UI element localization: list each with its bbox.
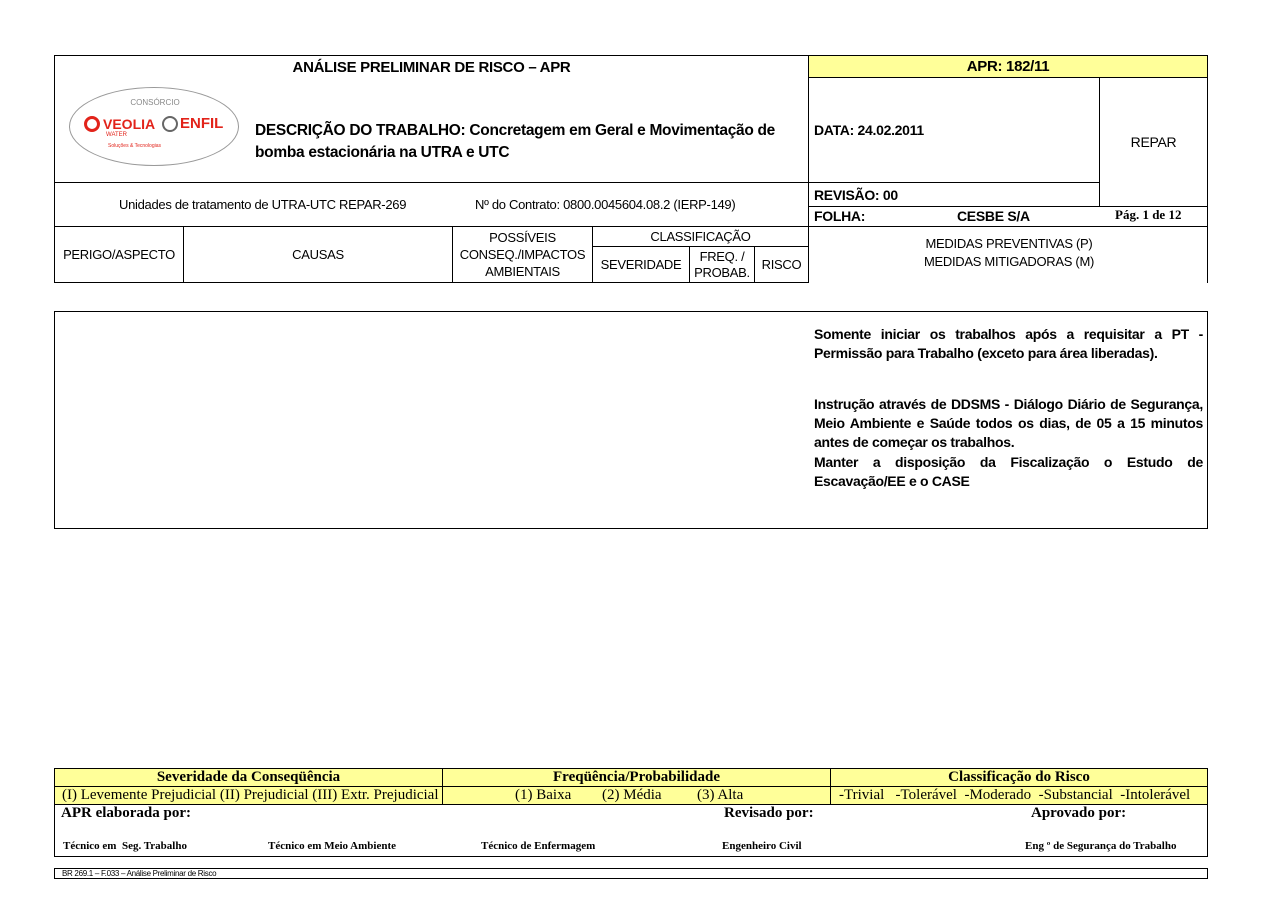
header-block [54,55,1208,283]
treatment-units: Unidades de tratamento de UTRA-UTC REPAR-269 [119,197,407,212]
veolia-icon [84,116,100,132]
legend-risk-title: Classificação do Risco [830,768,1208,787]
frequency-medium: (2) Média [602,787,662,803]
logo-description-cell [54,77,809,183]
logo-brand1-sub: WATER [106,132,127,138]
measure-item: Instrução através de DDSMS - Diálogo Diário de Segurança, Meio Ambiente e Saúde todos os dias, de 05 a 15 minutos antes de começar os trabalhos. [814,396,1203,450]
signatures-block [54,804,1208,857]
column-causes: CAUSAS [183,226,453,283]
legend-frequency-values [442,786,831,805]
signature-role: Engenheiro Civil [722,840,802,852]
logo-brand1: VEOLIA [103,116,156,132]
measures-mitigating-label: MEDIDAS MITIGADORAS (M) [923,254,1095,269]
column-consequences: POSSÍVEIS CONSEQ./IMPACTOS AMBIENTAIS [452,226,593,283]
legend-block [54,768,1208,805]
logo-brand2: ENFIL [180,115,224,132]
document-title: ANÁLISE PRELIMINAR DE RISCO – APR [54,55,809,78]
column-classification: CLASSIFICAÇÃO [592,226,809,247]
column-hazard: PERIGO/ASPECTO [54,226,184,283]
sheet-label: FOLHA: [814,208,866,224]
date: DATA: 24.02.2011 [814,122,924,138]
column-severity: SEVERIDADE [592,246,690,283]
site-name: REPAR [1099,77,1208,207]
column-risk: RISCO [754,246,809,283]
approved-by-label: Aprovado por: [1031,805,1127,821]
consortium-logo [69,87,239,166]
logo-tagline: Soluções & Tecnologias [108,143,161,149]
legend-frequency-title: Freqüência/Probabilidade [442,768,831,787]
frequency-low: (1) Baixa [515,787,572,803]
logo-consortium-text: CONSÓRCIO [130,97,180,107]
units-contract-row [54,182,809,227]
column-frequency: FREQ. / PROBAB. [689,246,755,283]
signature-role: Técnico em Seg. Trabalho [63,840,187,852]
form-code: BR 269.1 – F.033 – Análise Preliminar de Risco [62,869,217,878]
date-cell [808,77,1100,183]
measure-item: Somente iniciar os trabalhos após a requisitar a PT - Permissão para Trabalho (exceto para área liberadas). [814,326,1203,361]
prepared-by-label: APR elaborada por: [61,805,191,821]
measures-table-row [54,311,1208,529]
form-code-bar [54,868,1208,879]
company-name: CESBE S/A [957,208,1030,224]
apr-number: APR: 182/11 [808,55,1208,78]
revision: REVISÃO: 00 [808,182,1100,207]
legend-severity-title: Severidade da Conseqüência [54,768,443,787]
signature-role: Eng º de Segurança do Trabalho [1025,840,1177,852]
signature-role: Técnico de Enfermagem [481,840,596,852]
reviewed-by-label: Revisado por: [724,805,814,821]
measures-preventive-label: MEDIDAS PREVENTIVAS (P) [925,236,1093,251]
page-number: Pág. 1 de 12 [1115,207,1182,222]
legend-severity-values: (I) Levemente Prejudicial (II) Prejudicial (III) Extr. Prejudicial [54,786,443,805]
enfil-icon [162,116,178,132]
frequency-high: (3) Alta [697,787,744,803]
contract-number: Nº do Contrato: 0800.0045604.08.2 (IERP-149) [475,197,736,212]
sheet-row [808,206,1208,227]
signature-role: Técnico em Meio Ambiente [268,840,396,852]
work-description: DESCRIÇÃO DO TRABALHO: Concretagem em Geral e Movimentação de bomba estacionária na UTRA e UTC [255,122,776,161]
legend-risk-values: -Trivial -Tolerável -Moderado -Substancial -Intolerável [830,786,1208,805]
column-measures [808,226,1208,283]
measure-item: Manter a disposição da Fiscalização o Estudo de Escavação/EE e o CASE [814,454,1203,489]
